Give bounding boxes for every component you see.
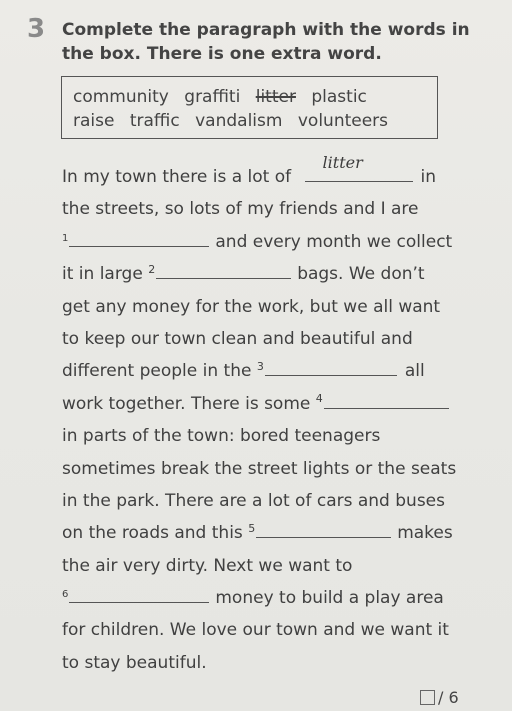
word-box xyxy=(61,76,438,139)
text-segment: in xyxy=(420,167,437,187)
word-graffiti: graffiti xyxy=(184,87,241,107)
gap-number: 4 xyxy=(315,392,323,406)
word-volunteers: volunteers xyxy=(297,111,389,131)
text-segment: to stay beautiful. xyxy=(62,652,207,673)
word-box-row-2 xyxy=(73,109,437,133)
paragraph-line xyxy=(62,323,482,355)
text-segment: in parts of the town: bored teenagers xyxy=(62,426,381,447)
text-segment: the streets, so lots of my friends and I are xyxy=(62,199,419,220)
text-segment: makes xyxy=(397,523,453,544)
gap-number: 1 xyxy=(62,232,69,244)
paragraph-line xyxy=(62,152,482,193)
word-community: community xyxy=(73,87,169,107)
paragraph-line xyxy=(62,647,482,679)
text-segment: it in large xyxy=(62,264,143,285)
paragraph-line xyxy=(62,453,482,485)
text-segment: money to build a play area xyxy=(215,588,444,609)
score-checkbox[interactable] xyxy=(420,690,435,705)
word-plastic: plastic xyxy=(311,87,367,107)
word-vandalism: vandalism xyxy=(195,111,283,131)
paragraph xyxy=(62,152,482,679)
text-segment: for children. We love our town and we want it xyxy=(62,620,449,641)
gap-2-input[interactable] xyxy=(156,264,291,279)
gap-number: 6 xyxy=(62,589,69,601)
paragraph-line xyxy=(62,485,482,517)
text-segment: get any money for the work, but we all want xyxy=(62,296,441,317)
paragraph-line xyxy=(62,355,482,387)
text-segment: bags. We don’t xyxy=(297,264,425,285)
paragraph-line xyxy=(62,388,482,420)
exercise-instruction: Complete the paragraph with the words in the box. There is one extra word. xyxy=(62,20,470,64)
exercise-number: 3 xyxy=(27,14,46,44)
text-segment: work together. There is some xyxy=(62,393,311,414)
gap-number: 3 xyxy=(256,359,264,373)
paragraph-line xyxy=(62,614,482,646)
text-segment: sometimes break the street lights or the seats xyxy=(62,458,457,479)
paragraph-line xyxy=(62,291,482,323)
paragraph-line xyxy=(62,550,482,582)
word-box-row-1 xyxy=(73,85,437,109)
text-segment: in the park. There are a lot of cars and buses xyxy=(62,490,445,511)
handwritten-answer: litter xyxy=(322,152,363,172)
score-total: / 6 xyxy=(438,688,459,707)
paragraph-line xyxy=(62,193,482,225)
gap-1-input[interactable] xyxy=(69,232,209,247)
text-segment: on the roads and this xyxy=(62,523,243,544)
paragraph-line xyxy=(62,226,482,258)
text-segment: all xyxy=(404,361,425,382)
text-segment: the air very dirty. Next we want to xyxy=(62,555,353,576)
gap-number: 5 xyxy=(248,521,256,535)
paragraph-line xyxy=(62,517,482,549)
gap-6-input[interactable] xyxy=(69,588,209,603)
gap-4-input[interactable] xyxy=(324,394,449,409)
text-segment: In my town there is a lot of xyxy=(62,167,292,187)
word-raise: raise xyxy=(73,111,115,131)
gap-3-input[interactable] xyxy=(265,361,397,376)
paragraph-line xyxy=(62,582,482,614)
example-answer-blank xyxy=(305,152,413,182)
text-segment: different people in the xyxy=(62,361,252,382)
word-litter-crossed: litter xyxy=(255,87,296,107)
gap-5-input[interactable] xyxy=(256,523,391,538)
paragraph-line xyxy=(62,420,482,452)
score-counter xyxy=(420,688,459,707)
gap-number: 2 xyxy=(148,262,156,276)
word-traffic: traffic xyxy=(129,111,180,131)
text-segment: to keep our town clean and beautiful and xyxy=(62,328,413,349)
paragraph-line xyxy=(62,258,482,290)
text-segment: and every month we collect xyxy=(215,231,453,252)
